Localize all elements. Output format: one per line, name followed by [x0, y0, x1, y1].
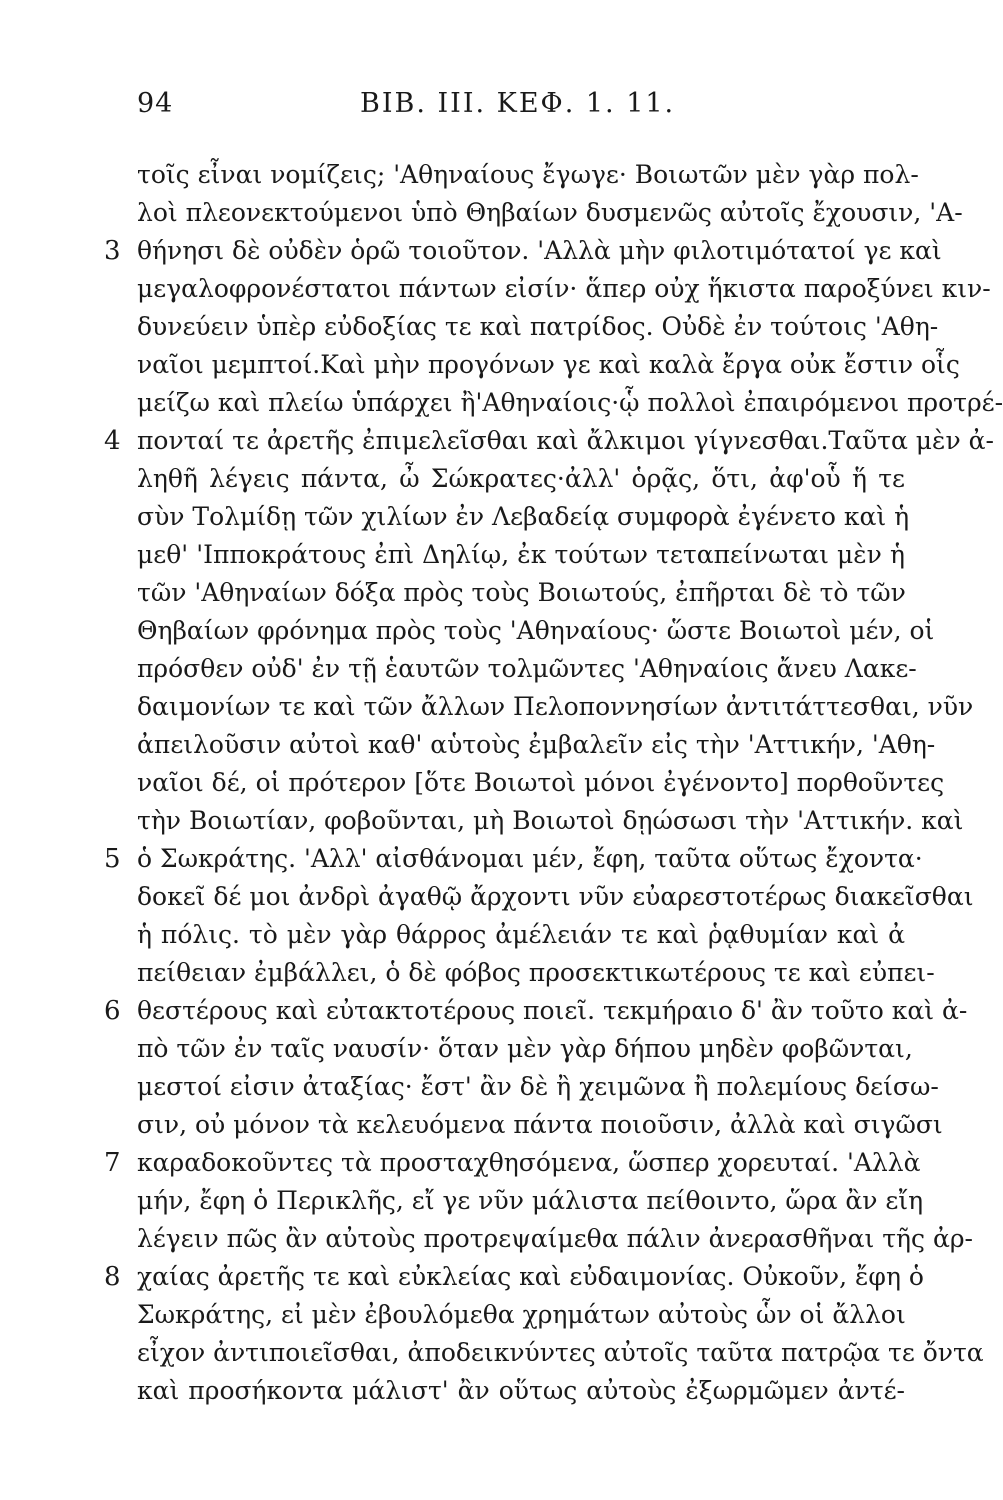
section-number: 3 [104, 236, 121, 266]
text-line: καὶ προσήκοντα μάλιστ' ἂν οὕτως αὐτοὺς ἐξωρμῶμεν ἀντέ- [137, 1376, 905, 1405]
text-line: δυνεύειν ὑπὲρ εὐδοξίας τε καὶ πατρίδος. Οὐδὲ ἐν τούτοις 'Αθη- [137, 312, 939, 341]
text-line: ἡ πόλις. τὸ μὲν γὰρ θάρρος ἀμέλειάν τε καὶ ῥᾳθυμίαν καὶ ἀ [137, 920, 905, 949]
running-head: BIB. III. ΚΕΦ. 1. 11. [360, 88, 676, 119]
text-line: μεγαλοφρονέστατοι πάντων εἰσίν· ἅπερ οὐχ ἥκιστα παροξύνει κιν- [137, 274, 991, 303]
text-line: τῶν 'Αθηναίων δόξα πρὸς τοὺς Βοιωτούς, ἐπῆρται δὲ τὸ τῶν [137, 578, 906, 607]
page-header [0, 88, 987, 124]
page-number: 94 [137, 88, 174, 119]
text-line: Θηβαίων φρόνημα πρὸς τοὺς 'Αθηναίους· ὥστε Βοιωτοὶ μέν, οἱ [137, 616, 935, 645]
text-line: πείθειαν ἐμβάλλει, ὁ δὲ φόβος προσεκτικωτέρους τε καὶ εὐπει- [137, 958, 935, 987]
text-line: μεστοί εἰσιν ἀταξίας· ἔστ' ἂν δὲ ἢ χειμῶνα ἢ πολεμίους δείσω- [137, 1072, 939, 1101]
text-line: χαίας ἀρετῆς τε καὶ εὐκλείας καὶ εὐδαιμονίας. Οὐκοῦν, ἔφη ὁ [137, 1262, 924, 1291]
text-line: μήν, ἔφη ὁ Περικλῆς, εἴ γε νῦν μάλιστα πείθοιντο, ὥρα ἂν εἴη [137, 1186, 924, 1215]
text-line: ὁ Σωκράτης. 'Αλλ' αἰσθάνομαι μέν, ἔφη, ταῦτα οὕτως ἔχοντα· [137, 844, 923, 873]
text-line: πὸ τῶν ἐν ταῖς ναυσίν· ὅταν μὲν γὰρ δήπου μηδὲν φοβῶνται, [137, 1034, 913, 1063]
text-line: λοὶ πλεονεκτούμενοι ὑπὸ Θηβαίων δυσμενῶς αὐτοῖς ἔχουσιν, 'Α- [137, 198, 963, 227]
text-line: ληθῆ λέγεις πάντα, ὦ Σώκρατες·ἀλλ' ὁρᾷς, ὅτι, ἀφ'οὗ ἥ τε [137, 464, 905, 493]
text-line: δοκεῖ δέ μοι ἀνδρὶ ἀγαθῷ ἄρχοντι νῦν εὐαρεστοτέρως διακεῖσθαι [137, 882, 974, 911]
text-line: σὺν Τολμίδῃ τῶν χιλίων ἐν Λεβαδείᾳ συμφορὰ ἐγένετο καὶ ἡ [137, 502, 910, 531]
text-line: θήνησι δὲ οὐδὲν ὁρῶ τοιοῦτον. 'Αλλὰ μὴν φιλοτιμότατοί γε καὶ [137, 236, 942, 265]
text-line: μείζω καὶ πλείω ὑπάρχει ἢ'Αθηναίοις·ᾧ πολλοὶ ἐπαιρόμενοι προτρέ- [137, 388, 1003, 417]
section-number: 5 [104, 844, 121, 874]
text-line: ναῖοι δέ, οἱ πρότερον [ὅτε Βοιωτοὶ μόνοι ἐγένοντο] πορθοῦντες [137, 768, 945, 797]
text-line: σιν, οὐ μόνον τὰ κελευόμενα πάντα ποιοῦσιν, ἀλλὰ καὶ σιγῶσι [137, 1110, 943, 1139]
text-line: λέγειν πῶς ἂν αὐτοὺς προτρεψαίμεθα πάλιν ἀνερασθῆναι τῆς ἀρ- [137, 1224, 973, 1253]
text-line: εἶχον ἀντιποιεῖσθαι, ἀποδεικνύντες αὐτοῖς ταῦτα πατρῷα τε ὄντα [137, 1338, 984, 1367]
text-line: καραδοκοῦντες τὰ προσταχθησόμενα, ὥσπερ χορευταί. 'Αλλὰ [137, 1148, 921, 1177]
text-line: τὴν Βοιωτίαν, φοβοῦνται, μὴ Βοιωτοὶ δῃώσωσι τὴν 'Αττικήν. καὶ [137, 806, 964, 835]
text-line: Σωκράτης, εἰ μὲν ἐβουλόμεθα χρημάτων αὐτοὺς ὧν οἱ ἄλλοι [137, 1300, 906, 1329]
text-line: τοῖς εἶναι νομίζεις; 'Αθηναίους ἔγωγε· Βοιωτῶν μὲν γὰρ πολ- [137, 160, 919, 189]
text-line: πονταί τε ἀρετῆς ἐπιμελεῖσθαι καὶ ἄλκιμοι γίγνεσθαι.Ταῦτα μὲν ἀ- [137, 426, 994, 455]
text-line: ἀπειλοῦσιν αὐτοὶ καθ' αὑτοὺς ἐμβαλεῖν εἰς τὴν 'Αττικήν, 'Αθη- [137, 730, 936, 759]
text-line: ναῖοι μεμπτοί.Καὶ μὴν προγόνων γε καὶ καλὰ ἔργα οὐκ ἔστιν οἷς [137, 350, 960, 379]
section-number: 8 [104, 1262, 121, 1292]
text-line: πρόσθεν οὐδ' ἐν τῇ ἑαυτῶν τολμῶντες 'Αθηναίοις ἄνευ Λακε- [137, 654, 917, 683]
section-number: 7 [104, 1148, 121, 1178]
text-line: θεστέρους καὶ εὐτακτοτέρους ποιεῖ. τεκμήραιο δ' ἂν τοῦτο καὶ ἀ- [137, 996, 968, 1025]
section-number: 6 [104, 996, 121, 1026]
section-number: 4 [104, 426, 121, 456]
text-line: δαιμονίων τε καὶ τῶν ἄλλων Πελοποννησίων ἀντιτάττεσθαι, νῦν [137, 692, 974, 721]
text-line: μεθ' 'Ιπποκράτους ἐπὶ Δηλίῳ, ἐκ τούτων τεταπείνωται μὲν ἡ [137, 540, 905, 569]
